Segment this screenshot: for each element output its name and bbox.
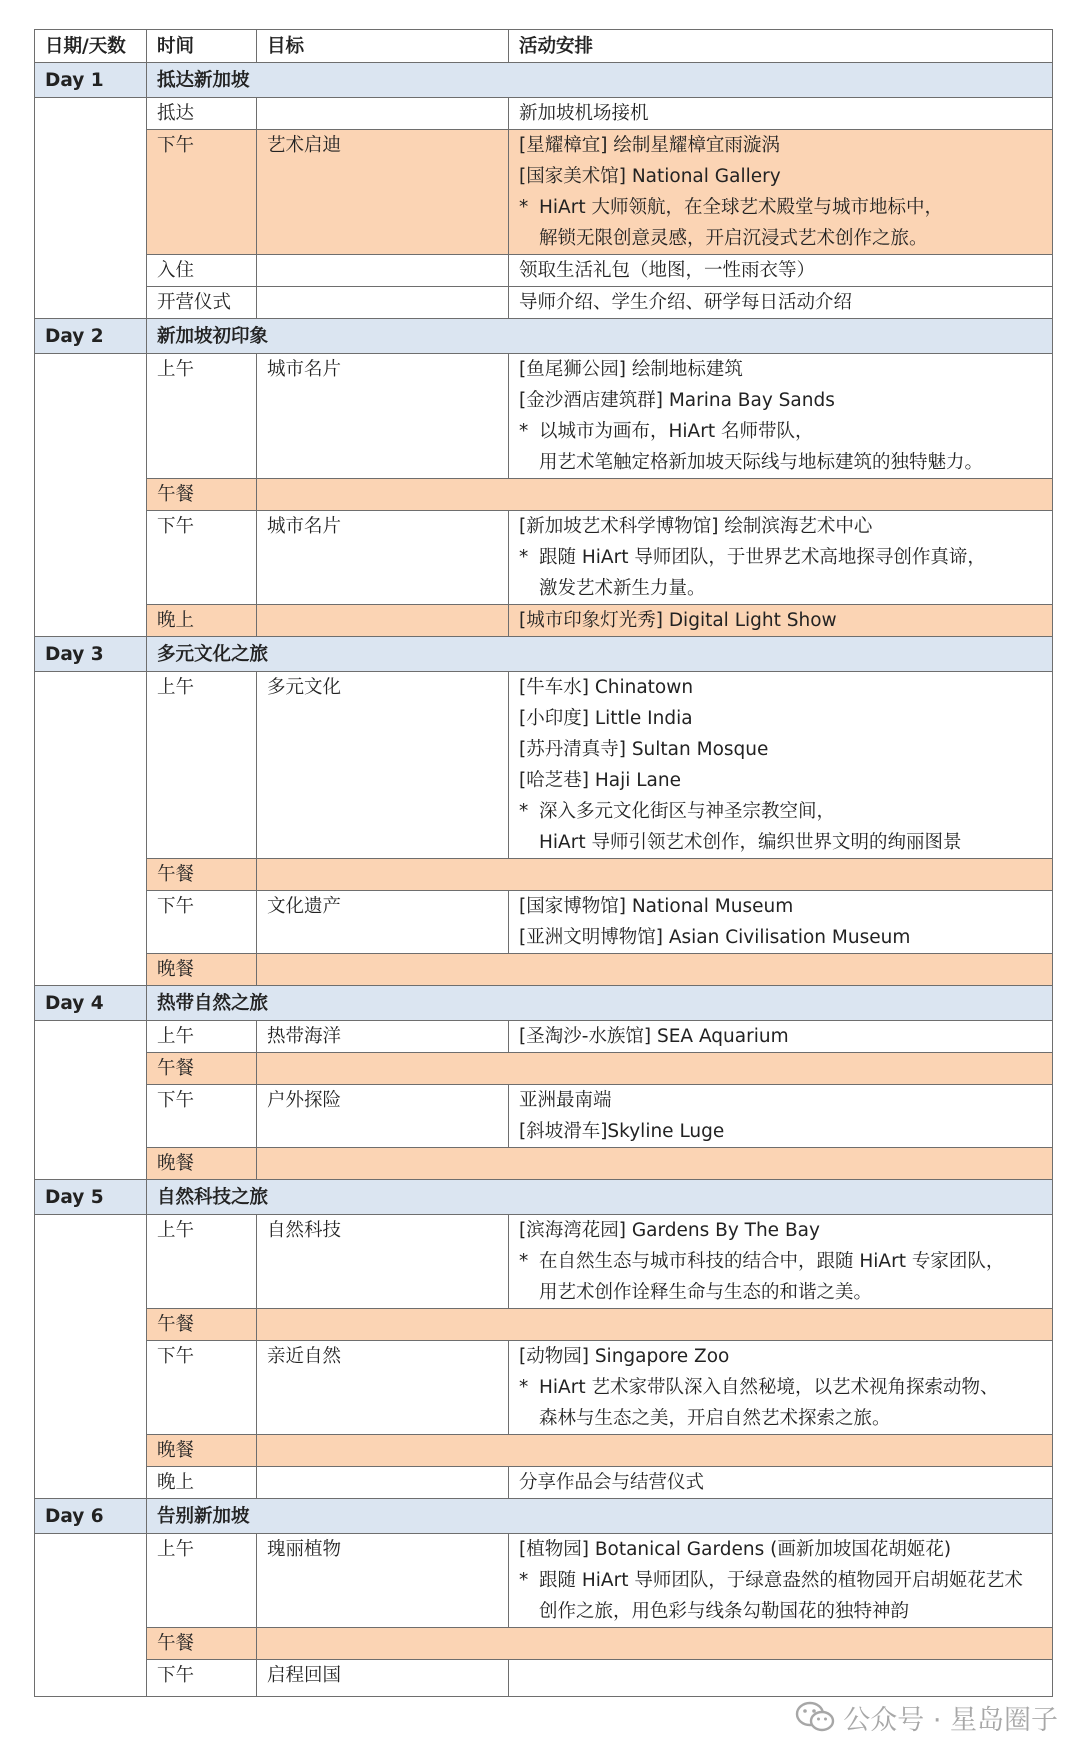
goal-cell xyxy=(257,287,509,319)
day-row xyxy=(35,986,1053,1021)
note-continuation: 创作之旅，用色彩与线条勾勒国花的独特神韵 xyxy=(539,1601,910,1622)
time-cell: 午餐 xyxy=(147,859,257,891)
day-empty-cell xyxy=(35,1021,147,1180)
meal-row xyxy=(35,1309,1053,1341)
activity-cell xyxy=(509,1021,1053,1053)
activity-cell xyxy=(509,255,1053,287)
activity-line: [城市印象灯光秀] Digital Light Show xyxy=(519,610,837,631)
goal-cell: 艺术启迪 xyxy=(257,130,509,255)
meal-span-cell xyxy=(257,479,1053,511)
time-cell: 午餐 xyxy=(147,1309,257,1341)
activity-line: 导师介绍、学生介绍、研学每日活动介绍 xyxy=(519,292,853,313)
goal-cell: 亲近自然 xyxy=(257,1341,509,1435)
goal-cell: 文化遗产 xyxy=(257,891,509,954)
meal-row xyxy=(35,954,1053,986)
note-text: 深入多元文化街区与神圣宗教空间， xyxy=(539,801,836,822)
note-text: 以城市为画布，HiArt 名师带队， xyxy=(539,421,814,442)
time-cell: 下午 xyxy=(147,1085,257,1148)
time-cell: 上午 xyxy=(147,354,257,479)
meal-row xyxy=(35,1148,1053,1180)
activity-cell xyxy=(509,605,1053,637)
activity-cell xyxy=(509,1467,1053,1499)
schedule-row xyxy=(35,511,1053,605)
note-line xyxy=(519,1372,1052,1403)
meal-row xyxy=(35,479,1053,511)
time-cell: 下午 xyxy=(147,130,257,255)
activity-line: [圣淘沙-水族馆] SEA Aquarium xyxy=(519,1026,789,1047)
activity-line: [动物园] Singapore Zoo xyxy=(519,1346,730,1367)
goal-cell: 多元文化 xyxy=(257,672,509,859)
activity-line: 领取生活礼包（地图，一性雨衣等） xyxy=(519,260,816,281)
time-cell: 上午 xyxy=(147,672,257,859)
activity-line: [金沙酒店建筑群] Marina Bay Sands xyxy=(519,390,835,411)
activity-line: [苏丹清真寺] Sultan Mosque xyxy=(519,739,769,760)
activity-line: 亚洲最南端 xyxy=(519,1090,612,1111)
day-row xyxy=(35,637,1053,672)
time-cell: 上午 xyxy=(147,1215,257,1309)
activity-cell xyxy=(509,1660,1053,1697)
time-cell: 晚餐 xyxy=(147,1148,257,1180)
note-line xyxy=(519,192,1052,223)
schedule-row xyxy=(35,130,1053,255)
time-cell: 下午 xyxy=(147,1660,257,1697)
note-line xyxy=(519,416,1052,447)
asterisk-marker: * xyxy=(519,1251,529,1272)
time-cell: 午餐 xyxy=(147,1628,257,1660)
activity-line: [小印度] Little India xyxy=(519,708,693,729)
day-label: Day 2 xyxy=(35,319,147,354)
meal-span-cell xyxy=(257,1309,1053,1341)
note-text: HiArt 大师领航，在全球艺术殿堂与城市地标中， xyxy=(539,197,943,218)
note-line xyxy=(519,542,1052,573)
day-label: Day 4 xyxy=(35,986,147,1021)
schedule-row xyxy=(35,1467,1053,1499)
activity-cell xyxy=(509,1534,1053,1628)
activity-line: [国家博物馆] National Museum xyxy=(519,896,794,917)
time-cell: 午餐 xyxy=(147,479,257,511)
time-cell: 上午 xyxy=(147,1021,257,1053)
activity-cell xyxy=(509,287,1053,319)
schedule-row xyxy=(35,354,1053,479)
goal-cell: 自然科技 xyxy=(257,1215,509,1309)
goal-cell xyxy=(257,1467,509,1499)
note-text: 跟随 HiArt 导师团队，于世界艺术高地探寻创作真谛， xyxy=(539,547,986,568)
note-line xyxy=(519,1565,1052,1596)
meal-span-cell xyxy=(257,1148,1053,1180)
meal-span-cell xyxy=(257,1435,1053,1467)
time-cell: 开营仪式 xyxy=(147,287,257,319)
schedule-row xyxy=(35,287,1053,319)
goal-cell: 瑰丽植物 xyxy=(257,1534,509,1628)
schedule-row xyxy=(35,1341,1053,1435)
time-cell: 晚上 xyxy=(147,1467,257,1499)
activity-line: [牛车水] Chinatown xyxy=(519,677,694,698)
goal-cell xyxy=(257,98,509,130)
activity-line: 新加坡机场接机 xyxy=(519,103,649,124)
itinerary-table xyxy=(34,29,1053,1697)
activity-cell xyxy=(509,1085,1053,1148)
activity-cell xyxy=(509,1341,1053,1435)
schedule-row xyxy=(35,672,1053,859)
schedule-row xyxy=(35,1534,1053,1628)
activity-line: [新加坡艺术科学博物馆] 绘制滨海艺术中心 xyxy=(519,516,873,537)
time-cell: 入住 xyxy=(147,255,257,287)
schedule-row xyxy=(35,605,1053,637)
time-cell: 下午 xyxy=(147,1341,257,1435)
asterisk-marker: * xyxy=(519,801,529,822)
activity-cell xyxy=(509,891,1053,954)
header-activity: 活动安排 xyxy=(509,30,1053,63)
meal-span-cell xyxy=(257,1053,1053,1085)
time-cell: 午餐 xyxy=(147,1053,257,1085)
note-text: 在自然生态与城市科技的结合中，跟随 HiArt 专家团队， xyxy=(539,1251,1005,1272)
day-empty-cell xyxy=(35,354,147,637)
meal-row xyxy=(35,1628,1053,1660)
time-cell: 下午 xyxy=(147,511,257,605)
day-title: 新加坡初印象 xyxy=(147,319,1053,354)
note-continuation: HiArt 导师引领艺术创作，编织世界文明的绚丽图景 xyxy=(539,832,962,853)
activity-cell xyxy=(509,354,1053,479)
goal-cell: 热带海洋 xyxy=(257,1021,509,1053)
goal-cell: 启程回国 xyxy=(257,1660,509,1697)
activity-line: [国家美术馆] National Gallery xyxy=(519,166,781,187)
goal-cell: 户外探险 xyxy=(257,1085,509,1148)
header-goal: 目标 xyxy=(257,30,509,63)
goal-cell xyxy=(257,255,509,287)
day-label: Day 5 xyxy=(35,1180,147,1215)
asterisk-marker: * xyxy=(519,421,529,442)
activity-line: [斜坡滑车]Skyline Luge xyxy=(519,1121,725,1142)
activity-line: [滨海湾花园] Gardens By The Bay xyxy=(519,1220,820,1241)
note-text: HiArt 艺术家带队深入自然秘境，以艺术视角探索动物、 xyxy=(539,1377,999,1398)
day-title: 多元文化之旅 xyxy=(147,637,1053,672)
note-continuation: 森林与生态之美，开启自然艺术探索之旅。 xyxy=(539,1408,891,1429)
activity-line: [星耀樟宜] 绘制星耀樟宜雨漩涡 xyxy=(519,135,780,156)
day-label: Day 1 xyxy=(35,63,147,98)
time-cell: 抵达 xyxy=(147,98,257,130)
day-label: Day 3 xyxy=(35,637,147,672)
schedule-row xyxy=(35,98,1053,130)
day-title: 热带自然之旅 xyxy=(147,986,1053,1021)
time-cell: 晚餐 xyxy=(147,954,257,986)
schedule-row xyxy=(35,1021,1053,1053)
meal-row xyxy=(35,1053,1053,1085)
day-row xyxy=(35,319,1053,354)
activity-cell xyxy=(509,511,1053,605)
header-day: 日期/天数 xyxy=(35,30,147,63)
goal-cell: 城市名片 xyxy=(257,354,509,479)
activity-cell xyxy=(509,130,1053,255)
schedule-row xyxy=(35,891,1053,954)
note-text: 跟随 HiArt 导师团队，于绿意盎然的植物园开启胡姬花艺术 xyxy=(539,1570,1023,1591)
activity-cell xyxy=(509,672,1053,859)
day-title: 抵达新加坡 xyxy=(147,63,1053,98)
activity-line: [哈芝巷] Haji Lane xyxy=(519,770,681,791)
schedule-row xyxy=(35,255,1053,287)
asterisk-marker: * xyxy=(519,197,529,218)
time-cell: 下午 xyxy=(147,891,257,954)
asterisk-marker: * xyxy=(519,1570,529,1591)
meal-row xyxy=(35,1435,1053,1467)
day-empty-cell xyxy=(35,672,147,986)
day-label: Day 6 xyxy=(35,1499,147,1534)
meal-span-cell xyxy=(257,1628,1053,1660)
asterisk-marker: * xyxy=(519,547,529,568)
activity-cell xyxy=(509,98,1053,130)
meal-span-cell xyxy=(257,954,1053,986)
day-title: 告别新加坡 xyxy=(147,1499,1053,1534)
note-continuation: 用艺术笔触定格新加坡天际线与地标建筑的独特魅力。 xyxy=(539,452,984,473)
activity-line: [鱼尾狮公园] 绘制地标建筑 xyxy=(519,359,743,380)
goal-cell: 城市名片 xyxy=(257,511,509,605)
time-cell: 晚餐 xyxy=(147,1435,257,1467)
note-line xyxy=(519,796,1052,827)
activity-line: [亚洲文明博物馆] Asian Civilisation Museum xyxy=(519,927,911,948)
time-cell: 晚上 xyxy=(147,605,257,637)
activity-cell xyxy=(509,1215,1053,1309)
header-row xyxy=(35,30,1053,63)
day-row xyxy=(35,63,1053,98)
wechat-icon xyxy=(795,1700,835,1734)
schedule-row xyxy=(35,1215,1053,1309)
day-row xyxy=(35,1499,1053,1534)
day-empty-cell xyxy=(35,1534,147,1697)
activity-line: [植物园] Botanical Gardens (画新加坡国花胡姬花) xyxy=(519,1539,952,1560)
meal-row xyxy=(35,859,1053,891)
schedule-row xyxy=(35,1660,1053,1697)
day-row xyxy=(35,1180,1053,1215)
meal-span-cell xyxy=(257,859,1053,891)
schedule-row xyxy=(35,1085,1053,1148)
day-title: 自然科技之旅 xyxy=(147,1180,1053,1215)
time-cell: 上午 xyxy=(147,1534,257,1628)
note-line xyxy=(519,1246,1052,1277)
goal-cell xyxy=(257,605,509,637)
note-continuation: 激发艺术新生力量。 xyxy=(539,578,706,599)
header-time: 时间 xyxy=(147,30,257,63)
watermark xyxy=(795,1696,1058,1738)
day-empty-cell xyxy=(35,98,147,319)
asterisk-marker: * xyxy=(519,1377,529,1398)
itinerary-body xyxy=(35,63,1053,1697)
watermark-text: 公众号 · 星岛圈子 xyxy=(843,1704,1058,1736)
note-continuation: 解锁无限创意灵感，开启沉浸式艺术创作之旅。 xyxy=(539,228,928,249)
day-empty-cell xyxy=(35,1215,147,1499)
note-continuation: 用艺术创作诠释生命与生态的和谐之美。 xyxy=(539,1282,873,1303)
activity-line: 分享作品会与结营仪式 xyxy=(519,1472,705,1493)
